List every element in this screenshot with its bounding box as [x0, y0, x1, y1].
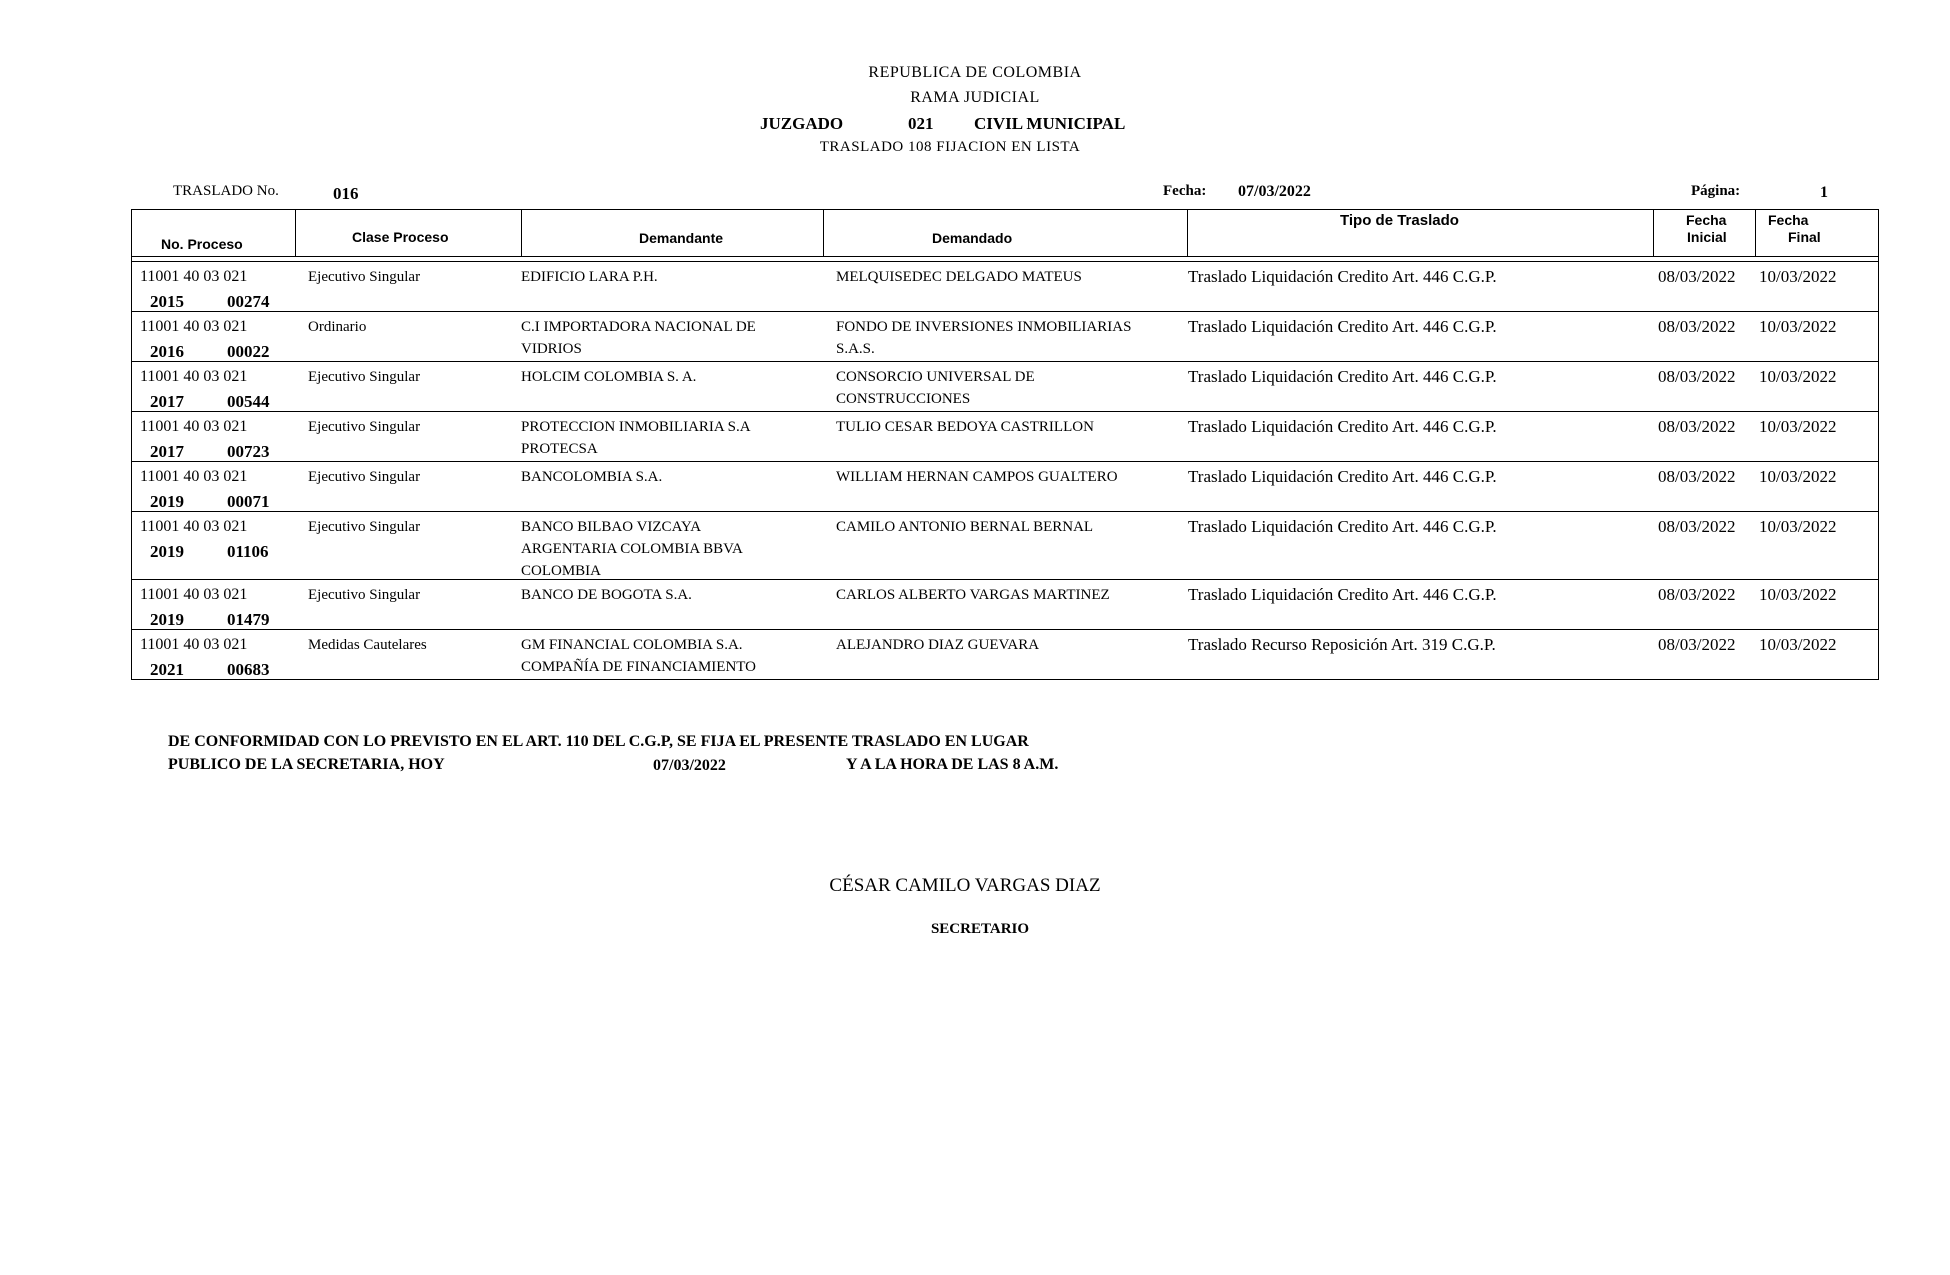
- row-demandado: CONSORCIO UNIVERSAL DE CONSTRUCCIONES: [836, 369, 1035, 407]
- col-fecha-inicial: [1654, 210, 1756, 256]
- row-tipo: Traslado Liquidación Credito Art. 446 C.G.P.: [1188, 267, 1497, 286]
- row-demandado: ALEJANDRO DIAZ GUEVARA: [836, 637, 1040, 653]
- radicado-text: 11001 40 03 021: [140, 268, 248, 285]
- row-radicado: [140, 466, 270, 511]
- row-demandante: HOLCIM COLOMBIA S. A.: [521, 369, 697, 385]
- col-fecha-final: [1756, 210, 1880, 256]
- row-clase: Ejecutivo Singular: [308, 519, 421, 535]
- row-clase: Ejecutivo Singular: [308, 587, 421, 603]
- row-fecha-final: 10/03/2022: [1759, 417, 1837, 436]
- col-demandante: [522, 210, 824, 256]
- row-tipo: Traslado Liquidación Credito Art. 446 C.G.P.: [1188, 417, 1497, 436]
- row-anio: 2019: [150, 542, 184, 561]
- traslados-table: [131, 209, 1879, 680]
- col-fecha-final-label-2: Final: [1788, 229, 1821, 245]
- table-row: [132, 512, 1878, 580]
- row-fecha-final: 10/03/2022: [1759, 585, 1837, 604]
- row-numero: 00022: [227, 342, 270, 361]
- row-demandante: BANCO BILBAO VIZCAYA ARGENTARIA COLOMBIA BBVA COLOMBIA: [521, 519, 743, 579]
- header-republica: REPUBLICA DE COLOMBIA: [868, 64, 1082, 81]
- table-row: [132, 580, 1878, 630]
- row-numero: 00683: [227, 660, 270, 679]
- fecha-label: Fecha:: [1163, 183, 1207, 199]
- col-proceso-label: No. Proceso: [161, 236, 243, 252]
- radicado-text: 11001 40 03 021: [140, 518, 248, 535]
- row-fecha-final: 10/03/2022: [1759, 367, 1837, 386]
- radicado-text: 11001 40 03 021: [140, 468, 248, 485]
- row-demandante: BANCOLOMBIA S.A.: [521, 469, 663, 485]
- row-fecha-inicial: 08/03/2022: [1658, 267, 1736, 286]
- row-demandado: FONDO DE INVERSIONES INMOBILIARIAS S.A.S.: [836, 319, 1132, 357]
- radicado-text: 11001 40 03 021: [140, 368, 248, 385]
- table-row: [132, 262, 1878, 312]
- publico-text: PUBLICO DE LA SECRETARIA, HOY: [168, 756, 445, 773]
- row-clase: Ordinario: [308, 319, 367, 335]
- row-anio: 2019: [150, 610, 184, 629]
- row-demandado: CAMILO ANTONIO BERNAL BERNAL: [836, 519, 1094, 535]
- row-tipo: Traslado Liquidación Credito Art. 446 C.G.P.: [1188, 467, 1497, 486]
- row-demandado: WILLIAM HERNAN CAMPOS GUALTERO: [836, 469, 1118, 485]
- row-anio: 2016: [150, 342, 184, 361]
- row-demandante: EDIFICIO LARA P.H.: [521, 269, 658, 285]
- row-demandado: MELQUISEDEC DELGADO MATEUS: [836, 269, 1082, 285]
- col-demandante-label: Demandante: [639, 230, 724, 246]
- signer-name: CÉSAR CAMILO VARGAS DIAZ: [829, 875, 1101, 896]
- radicado-text: 11001 40 03 021: [140, 418, 248, 435]
- row-radicado: [140, 516, 269, 561]
- row-fecha-final: 10/03/2022: [1759, 635, 1837, 654]
- row-clase: Ejecutivo Singular: [308, 469, 421, 485]
- header-traslado-fijacion: TRASLADO 108 FIJACION EN LISTA: [819, 139, 1081, 155]
- fecha-value: 07/03/2022: [1238, 183, 1311, 200]
- pagina-value: 1: [1820, 184, 1828, 201]
- row-fecha-inicial: 08/03/2022: [1658, 635, 1736, 654]
- col-proceso: [132, 210, 296, 256]
- row-tipo: Traslado Liquidación Credito Art. 446 C.G.P.: [1188, 317, 1497, 336]
- row-numero: 00723: [227, 442, 270, 461]
- row-tipo: Traslado Liquidación Credito Art. 446 C.G.P.: [1188, 517, 1497, 536]
- row-tipo: Traslado Liquidación Credito Art. 446 C.G.P.: [1188, 367, 1497, 386]
- table-row: [132, 412, 1878, 462]
- row-fecha-inicial: 08/03/2022: [1658, 467, 1736, 486]
- header-juzgado-tipo: CIVIL MUNICIPAL: [974, 114, 1126, 133]
- traslado-number: 016: [333, 184, 359, 203]
- row-anio: 2019: [150, 492, 184, 511]
- row-fecha-final: 10/03/2022: [1759, 317, 1837, 336]
- row-radicado: [140, 584, 270, 629]
- row-tipo: Traslado Recurso Reposición Art. 319 C.G.P.: [1188, 635, 1496, 654]
- row-demandante: GM FINANCIAL COLOMBIA S.A. COMPAÑÍA DE FINANCIAMIENTO: [521, 637, 757, 675]
- row-numero: 00544: [227, 392, 270, 411]
- row-anio: 2015: [150, 292, 184, 311]
- row-radicado: [140, 634, 270, 679]
- col-fecha-inicial-label-1: Fecha: [1686, 212, 1727, 228]
- traslado-label: TRASLADO No.: [173, 183, 279, 199]
- col-tipo-label: Tipo de Traslado: [1340, 212, 1459, 229]
- row-radicado: [140, 366, 270, 411]
- row-fecha-final: 10/03/2022: [1759, 267, 1837, 286]
- col-demandado: [824, 210, 1188, 256]
- pagina-label: Página:: [1691, 183, 1741, 199]
- conformidad-text: DE CONFORMIDAD CON LO PREVISTO EN EL ART. 110 DEL C.G.P, SE FIJA EL PRESENTE TRASLADO EN LUGAR: [168, 733, 1029, 750]
- row-fecha-inicial: 08/03/2022: [1658, 417, 1736, 436]
- row-clase: Medidas Cautelares: [308, 637, 427, 653]
- table-header: [131, 209, 1879, 257]
- row-radicado: [140, 266, 270, 311]
- row-fecha-inicial: 08/03/2022: [1658, 317, 1736, 336]
- table-row: [132, 630, 1878, 679]
- fijacion-date: 07/03/2022: [653, 757, 726, 774]
- col-clase: [296, 210, 522, 256]
- row-numero: 01106: [227, 542, 269, 561]
- row-fecha-final: 10/03/2022: [1759, 467, 1837, 486]
- row-clase: Ejecutivo Singular: [308, 419, 421, 435]
- row-clase: Ejecutivo Singular: [308, 369, 421, 385]
- col-fecha-final-label-1: Fecha: [1768, 212, 1809, 228]
- table-row: [132, 312, 1878, 362]
- row-radicado: [140, 316, 270, 361]
- row-numero: 01479: [227, 610, 270, 629]
- row-demandante: C.I IMPORTADORA NACIONAL DE VIDRIOS: [521, 319, 756, 357]
- row-fecha-inicial: 08/03/2022: [1658, 517, 1736, 536]
- row-tipo: Traslado Liquidación Credito Art. 446 C.G.P.: [1188, 585, 1497, 604]
- row-demandado: TULIO CESAR BEDOYA CASTRILLON: [836, 419, 1094, 435]
- col-tipo: [1188, 210, 1654, 256]
- hora-text: Y A LA HORA DE LAS 8 A.M.: [846, 756, 1059, 773]
- header-rama: RAMA JUDICIAL: [910, 89, 1040, 106]
- row-demandado: CARLOS ALBERTO VARGAS MARTINEZ: [836, 587, 1110, 603]
- radicado-text: 11001 40 03 021: [140, 318, 248, 335]
- radicado-text: 11001 40 03 021: [140, 586, 248, 603]
- table-row: [132, 362, 1878, 412]
- row-demandante: PROTECCION INMOBILIARIA S.A PROTECSA: [521, 419, 750, 457]
- row-anio: 2017: [150, 392, 184, 411]
- table-row: [132, 462, 1878, 512]
- header-juzgado-num: 021: [908, 114, 934, 133]
- col-fecha-inicial-label-2: Inicial: [1687, 229, 1727, 245]
- row-clase: Ejecutivo Singular: [308, 269, 421, 285]
- row-anio: 2021: [150, 660, 184, 679]
- row-demandante: BANCO DE BOGOTA S.A.: [521, 587, 692, 603]
- table-body: [131, 261, 1879, 680]
- row-radicado: [140, 416, 270, 461]
- row-fecha-final: 10/03/2022: [1759, 517, 1837, 536]
- row-fecha-inicial: 08/03/2022: [1658, 367, 1736, 386]
- row-fecha-inicial: 08/03/2022: [1658, 585, 1736, 604]
- radicado-text: 11001 40 03 021: [140, 636, 248, 653]
- signer-role: SECRETARIO: [930, 921, 1030, 937]
- row-numero: 00071: [227, 492, 270, 511]
- row-numero: 00274: [227, 292, 270, 311]
- col-clase-label: Clase Proceso: [352, 229, 449, 245]
- row-anio: 2017: [150, 442, 184, 461]
- header-juzgado-label: JUZGADO: [760, 114, 844, 133]
- col-demandado-label: Demandado: [932, 230, 1013, 246]
